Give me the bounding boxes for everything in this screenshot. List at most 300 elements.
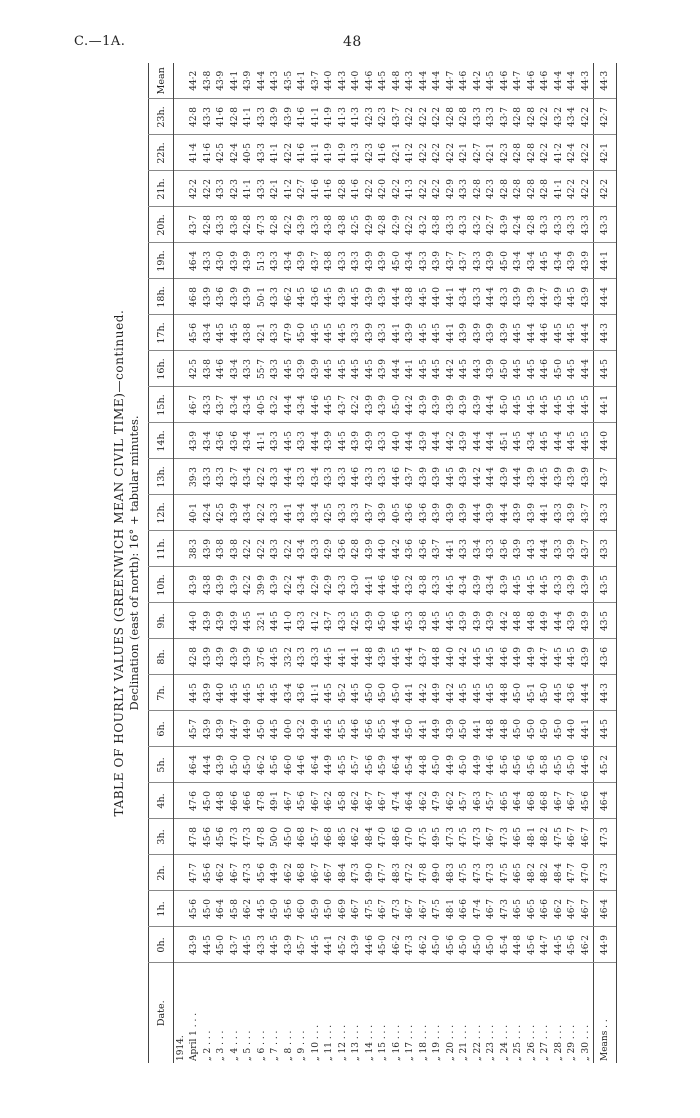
value-cell: 43·9 <box>566 243 580 279</box>
value-cell: 43·3 <box>553 207 567 243</box>
value-cell: 47·3 <box>472 819 486 855</box>
value-cell: 48·3 <box>445 855 459 891</box>
value-cell: 43·9 <box>377 387 391 423</box>
value-cell: 43·6 <box>404 495 418 531</box>
value-cell: 46·7 <box>310 783 324 819</box>
row-date: „ 19 . . . <box>431 963 445 1063</box>
column-header: 4h. <box>149 783 174 819</box>
value-cell: 42·7 <box>296 171 310 207</box>
value-cell: 43·9 <box>364 603 378 639</box>
empty-cell <box>174 927 189 963</box>
value-cell: 43·6 <box>296 675 310 711</box>
value-cell: 46·4 <box>512 783 526 819</box>
value-cell: 44·1 <box>404 351 418 387</box>
value-cell: 43·4 <box>526 423 540 459</box>
value-cell: 42·5 <box>323 495 337 531</box>
value-cell: 47·3 <box>242 819 256 855</box>
table-row <box>269 63 283 1063</box>
hourly-values-table <box>148 63 617 1063</box>
value-cell: 44·6 <box>296 747 310 783</box>
value-cell: 42·2 <box>188 171 202 207</box>
value-cell: 41·1 <box>242 99 256 135</box>
value-cell: 42·2 <box>445 135 459 171</box>
column-header: 20h. <box>149 207 174 243</box>
value-cell: 44·5 <box>323 351 337 387</box>
value-cell: 44·0 <box>377 531 391 567</box>
value-cell: 43·9 <box>202 675 216 711</box>
value-cell: 44·5 <box>337 315 351 351</box>
value-cell: 42·1 <box>485 135 499 171</box>
value-cell: 42·2 <box>431 135 445 171</box>
value-cell: 42·3 <box>364 135 378 171</box>
row-date: „ 29 . . . <box>566 963 580 1063</box>
value-cell: 44·4 <box>472 495 486 531</box>
table-row <box>350 63 364 1063</box>
value-cell: 43·9 <box>202 603 216 639</box>
value-cell: 43·9 <box>404 315 418 351</box>
value-cell: 44·0 <box>188 603 202 639</box>
value-cell: 44·4 <box>256 70 267 91</box>
value-cell: 43·3 <box>269 351 283 387</box>
value-cell: 45·0 <box>512 711 526 747</box>
value-cell: 44·9 <box>431 675 445 711</box>
value-cell: 46·2 <box>553 891 567 927</box>
value-cell: 43·4 <box>472 531 486 567</box>
value-cell: 44·5 <box>580 387 594 423</box>
value-cell: 43·7 <box>445 243 459 279</box>
value-cell: 44·5 <box>445 567 459 603</box>
value-cell: 42·8 <box>337 171 351 207</box>
value-cell: 43·9 <box>526 279 540 315</box>
value-cell: 44·5 <box>337 351 351 387</box>
value-cell: 42·2 <box>350 387 364 423</box>
value-cell: 47·0 <box>377 819 391 855</box>
row-date: „ 3 . . . <box>215 963 229 1063</box>
value-cell: 45·6 <box>188 891 202 927</box>
value-cell: 43·5 <box>283 70 294 91</box>
value-cell: 46·4 <box>310 747 324 783</box>
mean-value-cell: 43·3 <box>594 207 617 243</box>
value-cell: 43·9 <box>485 495 499 531</box>
value-cell: 45·0 <box>229 747 243 783</box>
value-cell: 44·2 <box>499 603 513 639</box>
value-cell: 44·5 <box>242 927 256 963</box>
value-cell: 43·6 <box>337 531 351 567</box>
table-row <box>242 63 256 1063</box>
row-date: „ 20 . . . <box>445 963 459 1063</box>
value-cell: 49·0 <box>431 855 445 891</box>
value-cell: 42·9 <box>323 531 337 567</box>
table-row <box>202 63 216 1063</box>
value-cell: 41·6 <box>323 171 337 207</box>
value-cell: 44·8 <box>418 747 432 783</box>
column-header: 1h. <box>149 891 174 927</box>
value-cell: 42·4 <box>566 135 580 171</box>
value-cell: 46·7 <box>485 819 499 855</box>
value-cell: 41·1 <box>310 99 324 135</box>
value-cell: 43·9 <box>323 423 337 459</box>
value-cell: 44·5 <box>391 639 405 675</box>
value-cell: 43·3 <box>337 459 351 495</box>
value-cell: 45·4 <box>499 927 513 963</box>
table-body <box>174 63 617 1063</box>
value-cell: 42·5 <box>350 207 364 243</box>
value-cell: 43·3 <box>337 243 351 279</box>
value-cell: 48·5 <box>337 819 351 855</box>
value-cell: 45·0 <box>458 927 472 963</box>
value-cell: 45·0 <box>283 819 297 855</box>
value-cell: 44·5 <box>269 603 283 639</box>
value-cell: 41·2 <box>283 171 297 207</box>
value-cell: 41·1 <box>553 171 567 207</box>
row-date: „ 21 . . . <box>458 963 472 1063</box>
value-cell: 43·3 <box>269 279 283 315</box>
value-cell: 43·3 <box>202 387 216 423</box>
value-cell: 42·9 <box>445 171 459 207</box>
value-cell: 48·2 <box>526 855 540 891</box>
value-cell: 46·7 <box>418 891 432 927</box>
year-label: 1914. <box>174 963 189 1063</box>
value-cell: 42·5 <box>350 603 364 639</box>
value-cell: 43·9 <box>215 639 229 675</box>
value-cell: 44·6 <box>540 70 551 91</box>
value-cell: 47·5 <box>499 855 513 891</box>
value-cell: 46·8 <box>188 279 202 315</box>
value-cell: 46·6 <box>242 783 256 819</box>
value-cell: 43·3 <box>296 639 310 675</box>
value-cell: 43·4 <box>229 387 243 423</box>
column-header: 12h. <box>149 495 174 531</box>
value-cell: 43·9 <box>188 567 202 603</box>
column-header: 10h. <box>149 567 174 603</box>
row-date: „ 10 . . . <box>310 963 324 1063</box>
value-cell: 43·3 <box>215 459 229 495</box>
value-cell: 44·4 <box>485 459 499 495</box>
value-cell: 46·5 <box>499 783 513 819</box>
value-cell: 45·0 <box>364 675 378 711</box>
value-cell: 44·5 <box>431 603 445 639</box>
value-cell: 44·5 <box>256 675 270 711</box>
value-cell: 47·7 <box>188 855 202 891</box>
value-cell: 43·9 <box>580 459 594 495</box>
table-row <box>283 63 297 1063</box>
value-cell: 45·0 <box>377 675 391 711</box>
value-cell: 47·3 <box>445 819 459 855</box>
value-cell: 46·4 <box>391 747 405 783</box>
value-cell: 46·4 <box>215 891 229 927</box>
value-cell: 46·8 <box>526 783 540 819</box>
value-cell: 43·9 <box>526 459 540 495</box>
table-row <box>485 63 499 1063</box>
row-date: „ 14 . . . <box>364 963 378 1063</box>
empty-cell <box>174 891 189 927</box>
value-cell: 43·9 <box>269 567 283 603</box>
value-cell: 44·2 <box>445 351 459 387</box>
value-cell: 45·0 <box>526 711 540 747</box>
value-cell: 46·7 <box>566 783 580 819</box>
value-cell: 41·1 <box>242 171 256 207</box>
value-cell: 42·2 <box>566 171 580 207</box>
value-cell: 41·6 <box>296 99 310 135</box>
value-cell: 43·3 <box>350 243 364 279</box>
value-cell: 49·1 <box>269 783 283 819</box>
value-cell: 43·2 <box>418 207 432 243</box>
value-cell: 44·5 <box>472 639 486 675</box>
value-cell: 42·8 <box>377 207 391 243</box>
mean-value-cell: 44·3 <box>594 63 617 99</box>
value-cell: 44·9 <box>539 603 553 639</box>
value-cell: 42·8 <box>188 639 202 675</box>
value-cell: 44·3 <box>270 70 281 91</box>
value-cell: 43·4 <box>485 567 499 603</box>
means-label: Means . . <box>594 963 617 1063</box>
value-cell: 41·6 <box>310 171 324 207</box>
value-cell: 42·2 <box>418 99 432 135</box>
value-cell: 43·4 <box>512 243 526 279</box>
value-cell: 43·9 <box>499 315 513 351</box>
value-cell: 46·7 <box>580 819 594 855</box>
value-cell: 50·1 <box>256 279 270 315</box>
value-cell: 44·5 <box>229 675 243 711</box>
value-cell: 43·7 <box>458 243 472 279</box>
value-cell: 43·9 <box>377 243 391 279</box>
value-cell: 42·2 <box>256 531 270 567</box>
value-cell: 43·7 <box>580 495 594 531</box>
value-cell: 41·4 <box>188 135 202 171</box>
value-cell: 45·8 <box>229 891 243 927</box>
column-header: 19h. <box>149 243 174 279</box>
value-cell: 45·9 <box>310 891 324 927</box>
value-cell: 44·9 <box>242 711 256 747</box>
value-cell: 43·2 <box>472 207 486 243</box>
value-cell: 43·9 <box>215 711 229 747</box>
value-cell: 43·3 <box>377 423 391 459</box>
value-cell: 44·4 <box>539 531 553 567</box>
value-cell: 43·9 <box>512 279 526 315</box>
empty-cell <box>174 495 189 531</box>
value-cell: 47·0 <box>404 819 418 855</box>
value-cell: 43·9 <box>418 423 432 459</box>
value-cell: 42·4 <box>512 207 526 243</box>
value-cell: 42·8 <box>458 99 472 135</box>
value-cell: 44·5 <box>566 351 580 387</box>
value-cell: 45·0 <box>539 675 553 711</box>
value-cell: 43·9 <box>364 243 378 279</box>
value-cell: 43·6 <box>566 675 580 711</box>
value-cell: 43·9 <box>202 279 216 315</box>
value-cell: 43·7 <box>188 207 202 243</box>
row-date: „ 17 . . . <box>404 963 418 1063</box>
value-cell: 45·0 <box>256 711 270 747</box>
value-cell: 43·4 <box>242 459 256 495</box>
value-cell: 42·1 <box>391 135 405 171</box>
value-cell: 43·9 <box>377 351 391 387</box>
value-cell: 43·3 <box>350 315 364 351</box>
value-cell: 46·9 <box>337 891 351 927</box>
value-cell: 43·9 <box>215 747 229 783</box>
column-header: 2h. <box>149 855 174 891</box>
value-cell: 41·3 <box>404 171 418 207</box>
value-cell: 44·5 <box>323 711 337 747</box>
value-cell: 44·5 <box>215 315 229 351</box>
value-cell: 45·0 <box>404 711 418 747</box>
value-cell: 43·9 <box>350 423 364 459</box>
value-cell: 44·1 <box>445 279 459 315</box>
value-cell: 41·3 <box>350 99 364 135</box>
column-header: 3h. <box>149 819 174 855</box>
value-cell: 43·8 <box>404 279 418 315</box>
value-cell: 45·0 <box>269 891 283 927</box>
value-cell: 42·4 <box>202 495 216 531</box>
value-cell: 42·8 <box>526 99 540 135</box>
value-cell: 42·2 <box>404 207 418 243</box>
value-cell: 45·7 <box>350 747 364 783</box>
value-cell: 46·7 <box>566 891 580 927</box>
value-cell: 44·2 <box>472 459 486 495</box>
value-cell: 41·1 <box>256 423 270 459</box>
value-cell: 42·8 <box>445 99 459 135</box>
value-cell: 44·5 <box>296 279 310 315</box>
column-header: 21h. <box>149 171 174 207</box>
value-cell: 43·7 <box>337 387 351 423</box>
value-cell: 43·3 <box>445 207 459 243</box>
value-cell: 44·1 <box>404 675 418 711</box>
value-cell: 44·9 <box>310 711 324 747</box>
value-cell: 44·5 <box>431 351 445 387</box>
empty-cell <box>174 711 189 747</box>
value-cell: 44·4 <box>391 279 405 315</box>
value-cell: 40·5 <box>391 495 405 531</box>
value-cell: 43·8 <box>323 243 337 279</box>
value-cell: 46·7 <box>283 783 297 819</box>
column-header: 9h. <box>149 603 174 639</box>
value-cell: 44·1 <box>539 495 553 531</box>
table-row <box>229 63 243 1063</box>
table-row <box>526 63 540 1063</box>
value-cell: 45·6 <box>364 711 378 747</box>
value-cell: 42·1 <box>458 135 472 171</box>
value-cell: 43·7 <box>310 243 324 279</box>
value-cell: 43·3 <box>472 243 486 279</box>
row-date: „ 2 . . . <box>202 963 216 1063</box>
value-cell: 44·5 <box>202 927 216 963</box>
empty-cell <box>174 639 189 675</box>
value-cell: 42·2 <box>418 171 432 207</box>
value-cell: 45·6 <box>256 855 270 891</box>
value-cell: 47·5 <box>553 819 567 855</box>
table-row <box>458 63 472 1063</box>
value-cell: 44·4 <box>512 459 526 495</box>
empty-cell <box>174 207 189 243</box>
value-cell: 46·2 <box>323 783 337 819</box>
value-cell: 42·2 <box>283 531 297 567</box>
value-cell: 44·5 <box>323 315 337 351</box>
row-date: „ 12 . . . <box>337 963 351 1063</box>
value-cell: 43·9 <box>458 423 472 459</box>
value-cell: 45·6 <box>580 783 594 819</box>
value-cell: 43·3 <box>202 459 216 495</box>
empty-cell <box>174 387 189 423</box>
value-cell: 44·6 <box>526 70 537 91</box>
value-cell: 42·4 <box>229 135 243 171</box>
value-cell: 42·9 <box>323 567 337 603</box>
mean-value-cell: 44·3 <box>594 675 617 711</box>
column-header-date: Date. <box>149 963 174 1063</box>
value-cell: 43·9 <box>242 279 256 315</box>
value-cell: 42·5 <box>188 351 202 387</box>
value-cell: 42·8 <box>188 99 202 135</box>
value-cell: 49·0 <box>364 855 378 891</box>
value-cell: 43·9 <box>566 495 580 531</box>
row-date: „ 4 . . . <box>229 963 243 1063</box>
value-cell: 42·2 <box>580 171 594 207</box>
page-number: 48 <box>343 34 362 50</box>
empty-cell <box>174 567 189 603</box>
row-date: „ 9 . . . <box>296 963 310 1063</box>
value-cell: 44·4 <box>580 675 594 711</box>
value-cell: 44·5 <box>566 387 580 423</box>
value-cell: 43·3 <box>296 603 310 639</box>
value-cell: 43·3 <box>269 315 283 351</box>
value-cell: 46·7 <box>323 855 337 891</box>
value-cell: 43·9 <box>377 279 391 315</box>
value-cell: 44·5 <box>283 351 297 387</box>
value-cell: 44·0 <box>215 675 229 711</box>
value-cell: 44·6 <box>391 459 405 495</box>
value-cell: 42·2 <box>580 135 594 171</box>
value-cell: 43·3 <box>269 243 283 279</box>
value-cell: 43·9 <box>472 315 486 351</box>
value-cell: 44·4 <box>418 70 429 91</box>
value-cell: 42·8 <box>472 171 486 207</box>
value-cell: 43·3 <box>269 495 283 531</box>
value-cell: 43·3 <box>310 639 324 675</box>
value-cell: 43·6 <box>229 423 243 459</box>
value-cell: 45·0 <box>431 927 445 963</box>
mean-value-cell: 46·4 <box>594 783 617 819</box>
value-cell: 42·8 <box>242 207 256 243</box>
value-cell: 44·5 <box>323 675 337 711</box>
value-cell: 44·2 <box>458 639 472 675</box>
value-cell: 45·7 <box>188 711 202 747</box>
column-header: 17h. <box>149 315 174 351</box>
table-row <box>188 63 202 1063</box>
value-cell: 42·8 <box>269 207 283 243</box>
value-cell: 43·4 <box>296 387 310 423</box>
value-cell: 42·2 <box>283 207 297 243</box>
row-date: „ 6 . . . <box>256 963 270 1063</box>
row-date: „ 11 . . . <box>323 963 337 1063</box>
value-cell: 45·5 <box>377 711 391 747</box>
value-cell: 46·8 <box>539 783 553 819</box>
table-row <box>445 63 459 1063</box>
value-cell: 45·3 <box>404 603 418 639</box>
value-cell: 32·1 <box>256 603 270 639</box>
mean-value-cell: 44·9 <box>594 927 617 963</box>
value-cell: 46·7 <box>229 855 243 891</box>
value-cell: 44·9 <box>269 855 283 891</box>
value-cell: 48·2 <box>539 855 553 891</box>
value-cell: 43·9 <box>458 315 472 351</box>
value-cell: 43·9 <box>431 495 445 531</box>
value-cell: 43·9 <box>364 531 378 567</box>
value-cell: 44·6 <box>215 351 229 387</box>
value-cell: 43·4 <box>553 243 567 279</box>
value-cell: 43·2 <box>269 387 283 423</box>
row-date: „ 30 . . . <box>580 963 594 1063</box>
value-cell: 44·0 <box>351 70 362 91</box>
table-row <box>539 63 553 1063</box>
